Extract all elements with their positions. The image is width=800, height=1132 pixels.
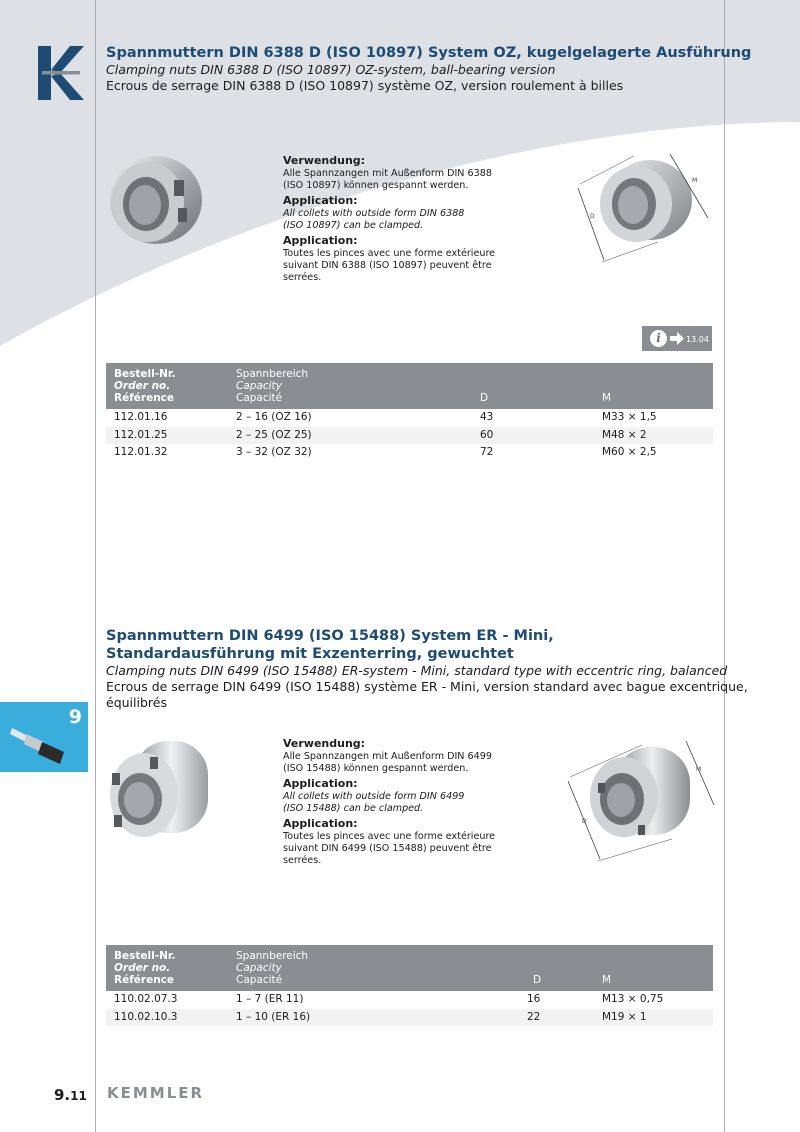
usage-text-fr-1: Toutes les pinces avec une forme extérieure [283,831,496,842]
usage-text-fr-3: serrées. [283,272,322,283]
cross-reference-badge[interactable] [642,326,712,351]
reference-page: 13.04 [686,335,709,344]
clamping-nut-drawing-er [562,735,718,865]
usage-text-de-1: Alle Spannzangen mit Außenform DIN 6499 [283,751,492,762]
cell-m: M33 × 1,5 [602,411,657,423]
cell-m: M48 × 2 [602,428,647,441]
cell-capacity: 2 – 25 (OZ 25) [236,428,312,441]
chapter-number: 9 [68,706,82,728]
usage-heading-de: Verwendung: [283,737,366,750]
section2-title-fr-1: Ecrous de serrage DIN 6499 (ISO 15488) système ER - Mini, version standard avec bague excentrique, [106,679,748,694]
usage-text-fr-3: serrées. [283,855,322,866]
cell-d: 60 [480,428,494,441]
header-order-en: Order no. [114,380,171,392]
header-capacity-en: Capacity [236,380,282,392]
cell-order: 110.02.10.3 [114,1010,178,1023]
header-order [114,368,176,404]
section2-description [283,735,513,867]
cell-capacity: 3 – 32 (OZ 32) [236,446,312,458]
table-header [106,945,713,991]
section2-title-de-2: Standardausführung mit Exzenterring, gewuchtet [106,646,514,662]
cell-capacity: 1 – 7 (ER 11) [236,993,304,1005]
header-capacity [236,368,308,404]
table-header [106,363,713,409]
cell-d: 43 [480,411,494,423]
page-number-sub: 11 [70,1089,87,1103]
svg-text:D: D [582,818,587,825]
section1-title-de: Spannmuttern DIN 6388 D (ISO 10897) System OZ, kugelgelagerte Ausführung [106,45,752,61]
header-d: D [533,974,542,986]
left-margin-line [95,0,96,1132]
usage-heading-fr: Application: [283,234,358,247]
usage-text-en-1: All collets with outside form DIN 6388 [283,208,465,219]
header-order-fr: Référence [114,974,175,986]
section2-table [106,945,713,1026]
chapter-tab[interactable] [0,702,88,772]
cell-m: M19 × 1 [602,1010,647,1023]
header-capacity [236,950,308,986]
table-row [106,991,713,1009]
usage-text-fr-2: suivant DIN 6499 (ISO 15488) peuvent être [283,843,492,854]
clamping-nut-photo-er [104,735,218,845]
usage-heading-en: Application: [283,777,358,790]
header-capacity-de: Spannbereich [236,368,309,380]
table-row [106,444,713,462]
usage-text-de-2: (ISO 15488) können gespannt werden. [283,763,469,774]
section2-title-fr-2: équilibrés [106,695,167,710]
header-order-fr: Référence [114,392,175,404]
usage-heading-fr: Application: [283,817,358,830]
cell-d: 22 [527,1010,541,1023]
section1-table [106,363,713,462]
header-m: M [602,392,612,404]
page-number [54,1086,87,1104]
usage-heading-de: Verwendung: [283,154,366,167]
section2-title-block [106,627,748,711]
svg-text:M: M [696,766,702,773]
svg-text:D: D [590,213,595,220]
usage-text-de-1: Alle Spannzangen mit Außenform DIN 6388 [283,168,492,179]
cell-order: 110.02.07.3 [114,993,178,1005]
usage-text-en-2: (ISO 10897) can be clamped. [283,220,424,231]
header-d: D [480,392,489,404]
cell-m: M60 × 2,5 [602,446,657,458]
section2-title-de-1: Spannmuttern DIN 6499 (ISO 15488) System ER - Mini, [106,628,554,644]
section1-title-block [106,44,751,94]
header-order-de: Bestell-Nr. [114,950,176,962]
usage-heading-en: Application: [283,194,358,207]
table-row [106,427,713,445]
header-capacity-en: Capacity [236,962,282,974]
clamping-nut-photo-oz [104,150,204,250]
cell-order: 112.01.32 [114,446,168,458]
usage-text-en-1: All collets with outside form DIN 6499 [283,791,465,802]
cell-order: 112.01.16 [114,411,168,423]
clamping-nut-drawing-oz [574,148,714,266]
kemmler-logo-icon [38,46,84,100]
cell-m: M13 × 0,75 [602,993,664,1005]
section1-title-en: Clamping nuts DIN 6388 D (ISO 10897) OZ-system, ball-bearing version [106,62,556,77]
usage-text-fr-2: suivant DIN 6388 (ISO 10897) peuvent être [283,260,492,271]
info-icon: i [650,330,667,347]
header-order-en: Order no. [114,962,171,974]
tool-holder-icon [8,716,74,766]
cell-order: 112.01.25 [114,428,168,441]
usage-text-fr-1: Toutes les pinces avec une forme extérieure [283,248,496,259]
table-row [106,409,713,427]
cell-d: 16 [527,993,541,1005]
right-margin-line [724,0,725,1132]
usage-text-en-2: (ISO 15488) can be clamped. [283,803,424,814]
brand-name: KEMMLER [107,1084,205,1102]
section1-title-fr: Ecrous de serrage DIN 6388 D (ISO 10897) système OZ, version roulement à billes [106,78,624,93]
section2-title-en: Clamping nuts DIN 6499 (ISO 15488) ER-system - Mini, standard type with eccentric ring, balanced [106,663,728,678]
svg-text:M: M [692,177,698,184]
cell-capacity: 1 – 10 (ER 16) [236,1010,311,1023]
cell-capacity: 2 – 16 (OZ 16) [236,411,312,423]
header-capacity-de: Spannbereich [236,950,309,962]
page-number-main: 9. [54,1086,71,1104]
arrow-right-icon [670,332,684,345]
usage-text-de-2: (ISO 10897) können gespannt werden. [283,180,469,191]
table-row [106,1009,713,1027]
header-order-de: Bestell-Nr. [114,368,176,380]
cell-d: 72 [480,446,494,458]
section1-description [283,152,513,284]
header-capacity-fr: Capacité [236,392,283,404]
header-order [114,950,176,986]
header-m: M [602,974,612,986]
header-capacity-fr: Capacité [236,974,283,986]
